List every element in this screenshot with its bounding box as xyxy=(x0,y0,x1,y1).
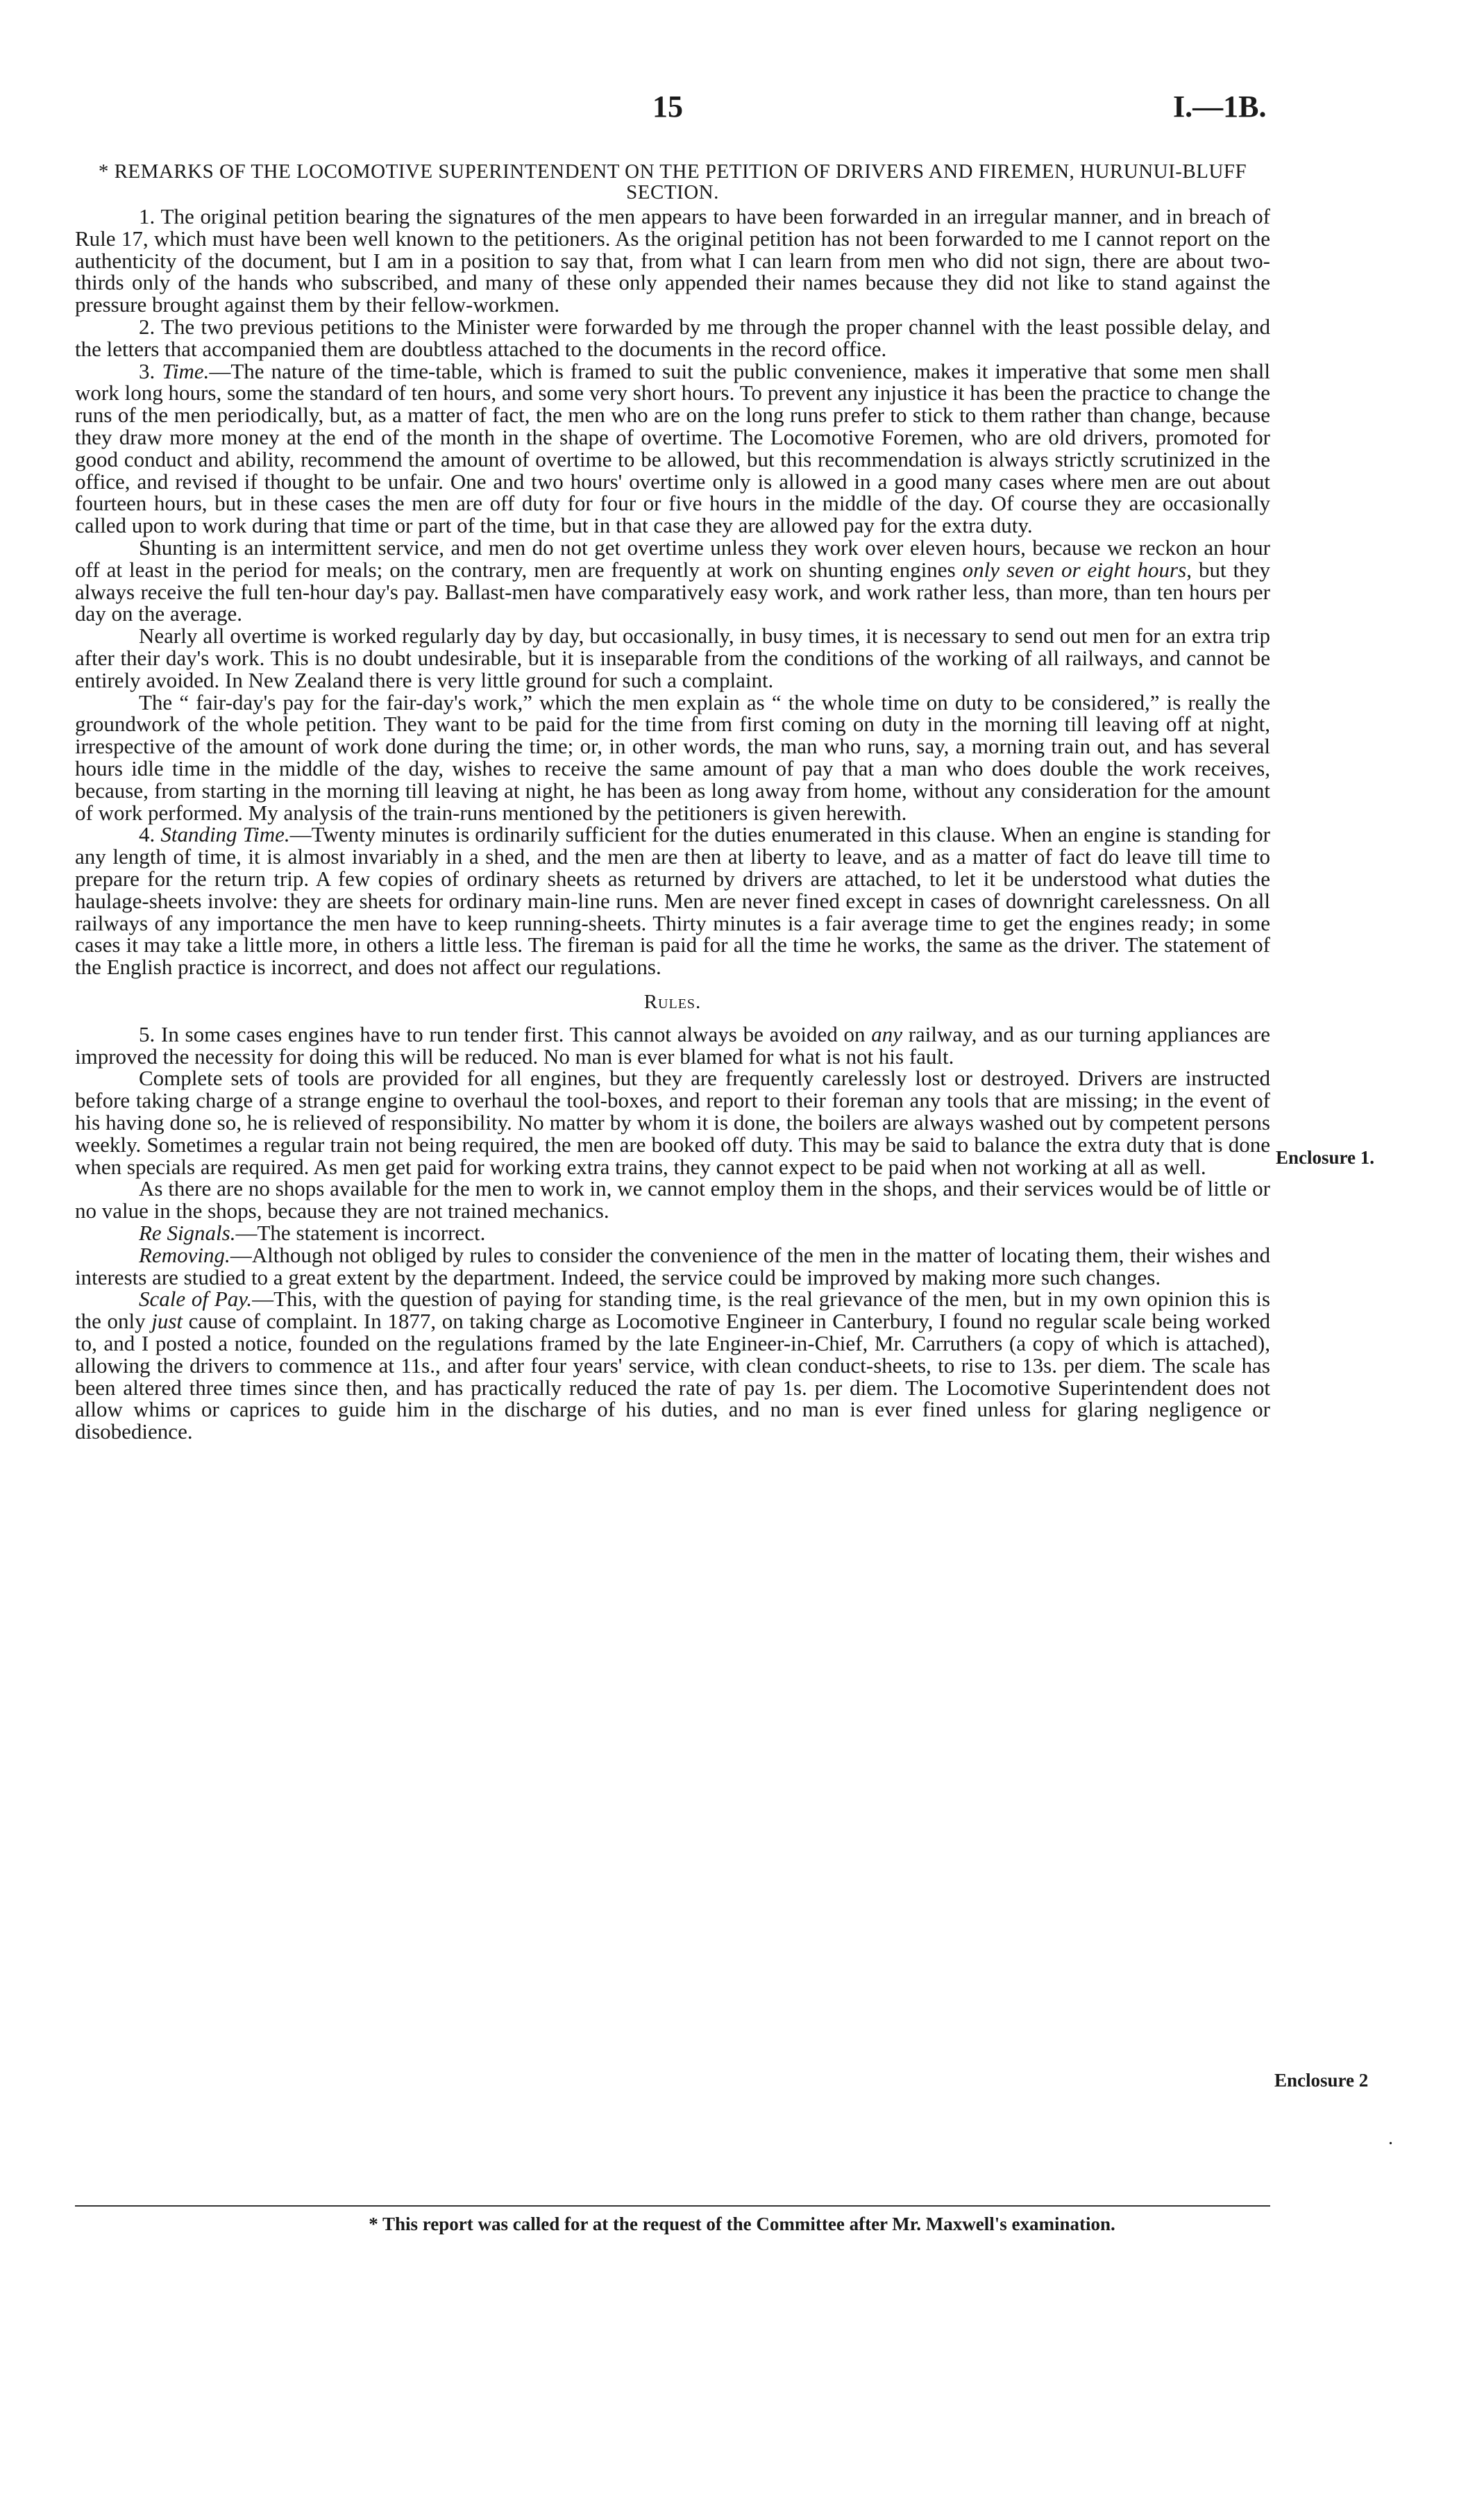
paragraph-signals-heading: Re Signals. xyxy=(139,1221,236,1246)
paragraph-overtime: Nearly all overtime is worked regularly day by day, but occasionally, in busy times, it is necessary to send out men for an extra trip after their day's work. This is no doubt undesirable, but it is inseparable from the conditions of the working of all railways, and cannot be entirely avoided. In New Zealand there is very little ground for such a complaint. xyxy=(75,624,1270,692)
paragraph-shunting-text-a: Shunting is an intermittent service, and men do not get overtime unless they work over eleven hours, because we reckon an hour off at least in the period for meals; on the contrary, men are frequently at work on shunting engines xyxy=(75,535,1270,582)
document-reference: I.—1B. xyxy=(1173,90,1267,124)
page-header xyxy=(0,89,1484,131)
paragraph-5-emphasis: any xyxy=(871,1021,902,1046)
report-title: * REMARKS OF THE LOCOMOTIVE SUPERINTENDENT ON THE PETITION OF DRIVERS AND FIREMEN, HURUNUI-BLUFF SECTION. xyxy=(98,160,1247,203)
paragraph-fair-days-pay: The “ fair-day's pay for the fair-day's work,” which the men explain as “ the whole time on duty to be considered,” is really the groundwork of the whole petition. They want to be paid for the time from first coming on duty in the morning till leaving off at night, irrespective of the amount of work done during the time; or, in other words, the man who runs, say, a morning train out, and has several hours idle time in the middle of the day, wishes to receive the same amount of pay that a man who does double the work receives, because, from starting in the morning till leaving at night, he has been as long away from home, without any consideration for the amount of work performed. My analysis of the train-runs mentioned by the petitioners is given herewith. xyxy=(75,689,1270,825)
paragraph-5-text-a: 5. In some cases engines have to run tender first. This cannot always be avoided on xyxy=(139,1021,872,1046)
section-heading-rules: Rules. xyxy=(643,990,702,1013)
page-number: 15 xyxy=(652,90,683,124)
paragraph-removing-heading: Removing. xyxy=(139,1242,230,1267)
paragraph-1: 1. The original petition bearing the signatures of the men appears to have been forwarded in an irregular manner, and in breach of Rule 17, which must have been well known to the petitioners. As the original petition has not been forwarded to me I cannot report on the authenticity of the document, but I am in a position to say that, from what I can learn from men who did not sign, there are about two-thirds only of the hands who subscribed, and many of these only appended their names because they did not like to stand against the pressure brought against them by their fellow-workmen. xyxy=(75,204,1270,317)
paragraph-4-standing-time xyxy=(75,823,1270,978)
paragraph-tools: Complete sets of tools are provided for all engines, but they are frequently carelessly lost or destroyed. Drivers are instructed before taking charge of a strange engine to overhaul the tool-boxes, and report to their foreman any tools that are missing; in the event of his having done so, he is relieved of responsibility. No matter by whom it is done, the boilers are always washed out by competent persons weekly. Sometimes a regular train not being required, the men are booked off duty. This may be said to balance the extra duty that is done when specials are required. As men get paid for working extra trains, they cannot expect to be paid when not working at all as well. xyxy=(75,1066,1270,1179)
paragraph-shunting xyxy=(75,537,1270,625)
paragraph-removing xyxy=(75,1244,1270,1289)
paragraph-5-text-b: railway, and as our turning appliances are improved the necessity for doing this will be reduced. No man is ever blamed for what is not his fault. xyxy=(75,1021,1270,1069)
paragraph-removing-text: —Although not obliged by rules to consider the convenience of the men in the matter of locating them, their wishes and interests are studied to a great extent by the department. Indeed, the service could be improved by making more such changes. xyxy=(75,1242,1270,1289)
paragraph-3-number: 3. xyxy=(139,358,162,383)
paragraph-scale-of-pay-text-a: —This, with the question of paying for standing time, is the real grievance of the men, but in my own opinion this is the only xyxy=(75,1287,1270,1334)
margin-note-enclosure-2: Enclosure 2 xyxy=(1274,2070,1369,2091)
report-body xyxy=(75,161,1270,1443)
paragraph-scale-of-pay xyxy=(75,1288,1270,1443)
paragraph-4-text: —Twenty minutes is ordinarily sufficient for the duties enumerated in this clause. When an engine is standing for any length of time, it is almost invariably in a shed, and the men are then at liberty to leave, and as a matter of fact do leave till time to prepare for the return trip. A few copies of ordinary sheets as returned by drivers are attached, to let it be understood what duties the haulage-sheets involve: they are sheets for ordinary main-line runs. Men are never fined except in cases of downright carelessness. On all railways of any importance the men have to keep running-sheets. Thirty minutes is a fair average time to get the engines ready; in some cases it may take a little more, in others a little less. The fireman is paid for all the time he works, the same as the driver. The statement of the English practice is incorrect, and does not affect our regulations. xyxy=(75,822,1271,980)
paragraph-signals xyxy=(75,1222,1270,1244)
paragraph-4-heading: Standing Time. xyxy=(160,822,290,847)
footnote: * This report was called for at the request of the Committee after Mr. Maxwell's examination. xyxy=(369,2214,1115,2234)
margin-dot-mark: . xyxy=(1388,2127,1393,2149)
paragraph-4-number: 4. xyxy=(139,822,161,847)
paragraph-scale-of-pay-text-b: cause of complaint. In 1877, on taking charge as Locomotive Engineer in Canterbury, I found no regular scale being worked to, and I posted a notice, founded on the regulations framed by the late Engineer-in-Chief, Mr. Carruthers (a copy of which is attached), allowing the drivers to commence at 11s., and after four years' service, with clean conduct-sheets, to rise to 13s. per diem. The scale has been altered three times since then, and has practically reduced the rate of pay 1s. per diem. The Locomotive Superintendent does not allow whims or caprices to guide him in the discharge of his duties, and no man is ever fined unless for glaring negligence or disobedience. xyxy=(75,1309,1270,1444)
paragraph-5-tender-first xyxy=(75,1023,1270,1068)
margin-note-enclosure-1: Enclosure 1. xyxy=(1276,1147,1375,1168)
footnote-divider xyxy=(75,2205,1270,2207)
paragraph-3-time xyxy=(75,360,1270,537)
paragraph-scale-of-pay-emphasis: just xyxy=(151,1309,183,1334)
paragraph-shops: As there are no shops available for the men to work in, we cannot employ them in the shops, and their services would be of little or no value in the shops, because they are not trained mechanics. xyxy=(75,1176,1270,1223)
paragraph-3-text: —The nature of the time-table, which is framed to suit the public convenience, makes it imperative that some men shall work long hours, some the standard of ten hours, and some very short hours. To prevent any injustice it has been the practice to change the runs of the men periodically, but, as a matter of fact, the men who are on the long runs prefer to stick to them rather than change, because they draw more money at the end of the month in the shape of overtime. The Locomotive Foremen, who are old drivers, promoted for good conduct and ability, recommend the amount of overtime to be allowed, but this recommendation is always strictly scrutinized in the office, and revised if thought to be unfair. One and two hours' overtime only is allowed in a good many cases where men are out about fourteen hours, but in these cases the men are off duty for four or five hours in the middle of the day. Of course they are occasionally called upon to work during that time or part of the time, but in that case they are allowed pay for the extra duty. xyxy=(75,358,1271,538)
paragraph-scale-of-pay-heading: Scale of Pay. xyxy=(139,1287,253,1312)
paragraph-2: 2. The two previous petitions to the Minister were forwarded by me through the proper channel with the least possible delay, and the letters that accompanied them are doubtless attached to the documents in the record office. xyxy=(75,314,1270,361)
paragraph-3-heading: Time. xyxy=(162,358,210,383)
paragraph-shunting-emphasis: only seven or eight hours xyxy=(962,557,1187,582)
paragraph-shunting-text-b: , but they always receive the full ten-hour day's pay. Ballast-men have comparatively easy work, and work rather less, than more, than ten hours per day on the average. xyxy=(75,557,1270,626)
paragraph-signals-text: —The statement is incorrect. xyxy=(235,1221,486,1246)
